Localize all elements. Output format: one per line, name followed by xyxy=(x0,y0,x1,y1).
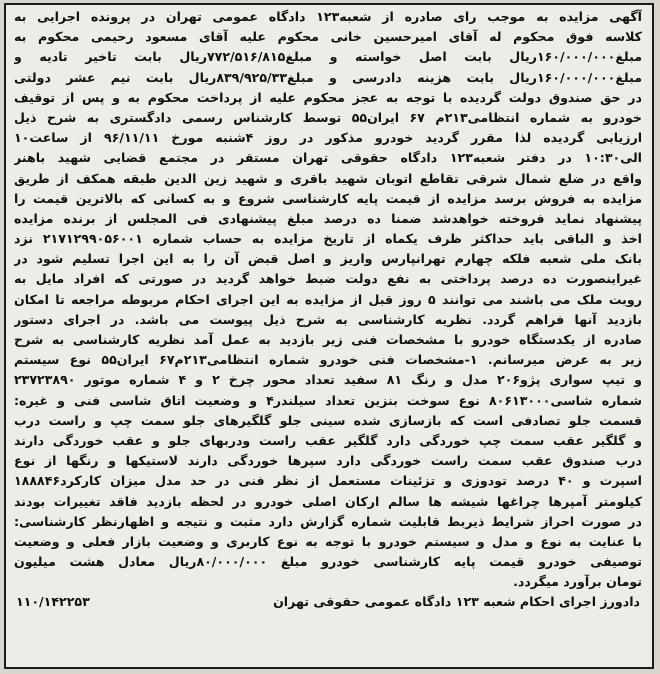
notice-line: قسمت جلو تصادفی است که بازسازی شده سینی جلو گلگیرهای جلو سمت چپ و راست درب xyxy=(14,412,642,428)
notice-line: رویت ملک می باشند می توانند ۵ روز قبل از مزایده به این اجرای احکام مربوطه مراجعه تا امکان xyxy=(14,291,642,307)
notice-line: و تیپ سواری پژو۲۰۶ مدل و رنگ ۸۱ سفید تعداد محور چرخ ۲ و ۴ شماره موتور ۲۳۷۲۳۸۹۰ xyxy=(14,372,642,388)
notice-line: خودرو به شماره انتظامی۲۱۳م ۶۷ ایران۵۵ توسط کارشناس رسمی دادگستری به شرح ذیل xyxy=(14,109,642,125)
notice-line: شماره شاسی۸۰۶۱۳۰۰۰ نوع سوخت بنزین تعداد سیلندر۴ و وضعیت اتاق شاسی فنی و غیره: xyxy=(14,392,642,408)
notice-body xyxy=(14,7,642,592)
notice-line: آگهی مزایده به موجب رای صادره از شعبه۱۲۳ دادگاه عمومی تهران در پرونده اجرایی به xyxy=(14,9,642,24)
auction-notice xyxy=(4,3,654,669)
notice-line: مزایده به فروش برسد مزایده از قیمت پایه کارشناسی شروع و به کسانی که بالاترین قیمت را xyxy=(14,190,642,206)
notice-line: در حق صندوق دولت گردیده با توجه به عجز محکوم علیه از پرداخت محکوم به و پس از توقیف xyxy=(14,89,642,105)
notice-line: درب صندوق عقب سمت راست خوردگی دارد سپرها خوردگی دارند لاستیکها و رنگها از نوع xyxy=(14,453,642,469)
notice-line: اخذ و الباقی باید حداکثر ظرف یکماه از تاریخ مزایده به حساب شماره ۲۱۷۱۲۹۹۰۵۶۰۰۱ نزد xyxy=(14,231,642,247)
notice-line: واقع در ضلع شمال شرقی تقاطع اتوبان شهید باقری و شهید زین الدین طبقه همکف از طریق xyxy=(14,170,642,186)
notice-line: الی۱۰:۳۰ در دفتر شعبه۱۲۳ دادگاه حقوقی تهران مستقر در مجتمع قضایی شهید باهنر xyxy=(14,150,642,166)
notice-line: بانک ملی شعبه فلکه چهارم تهرانپارس واریز و اصل قبض آن را به این اجرا تسلیم شود در xyxy=(14,251,642,267)
notice-line: صادره از یکدستگاه خودرو با مشخصات فنی زیر بازدید به عمل آمد نظریه کارشناسی به شرح xyxy=(14,332,642,347)
notice-line: ارزیابی گردیده لذا مقرر گردید خودرو مذکور در روز ۴شنبه مورخ ۹۶/۱۱/۱۱ از ساعت۱۰ xyxy=(14,130,642,146)
notice-line: توصیفی خودرو قیمت پایه کارشناسی خودرو مبلغ ۸۰/۰۰۰/۰۰۰ریال معادل هشت میلیون xyxy=(14,554,642,570)
notice-line: بازدید آنها فراهم گردد. نظریه کارشناسی به شرح ذیل پیوست می باشد. در اجرای دستور xyxy=(14,311,642,327)
notice-line: مبلغ۱۶۰/۰۰۰/۰۰۰ریال بابت اصل خواسته و مبلغ۷۷۲/۵۱۶/۸۱۵ریال بابت تاخیر تادیه و xyxy=(14,49,642,65)
notice-line: پیشنهاد نماید فروخته خواهدشد ضمنا ده درصد مبلغ پیشنهادی فی المجلس از برنده مزایده xyxy=(14,210,642,226)
signature-line: دادورز اجرای احکام شعبه ۱۲۳ دادگاه عمومی حقوقی تهران xyxy=(273,594,640,610)
notice-line: تومان برآورد میگردد. xyxy=(513,574,642,590)
notice-line: با عنایت به نوع و مدل و سیستم خودرو با توجه به نوع کاربری و وضعیت بازار فعلی و وضعیت xyxy=(14,533,642,549)
notice-line: و گلگیر عقب سمت چپ خوردگی دارد گلگیر عقب راست ودربهای جلو و عقب خوردگی دارند xyxy=(14,432,642,448)
notice-code: ۱۱۰/۱۴۲۲۵۳ xyxy=(16,594,90,610)
notice-line: کیلومتر آمپرها چراغها شیشه ها سالم ارکان اصلی خودرو در لحظه بازدید فاقد تغییرات بودند xyxy=(14,493,642,509)
notice-line: مبلغ۱۶۰/۰۰۰/۰۰۰ریال بابت هزینه دادرسی و مبلغ۸۳۹/۹۲۵/۳۳ریال بابت نیم عشر دولتی xyxy=(14,69,642,85)
notice-footer xyxy=(14,594,642,609)
notice-line: اسپرت و ۴۰ درصد تودوزی و تزئینات مستعمل از نظر فنی در حد مدل میزان کارکرد۱۸۸۸۴۶ xyxy=(14,473,642,489)
notice-line: غیراینصورت ده درصد پرداختی به نفع دولت ضبط خواهد گردید در صورتی که افراد مایل به xyxy=(14,271,642,287)
notice-line: زیر به عرض میرسانم. ۱-مشخصات فنی خودرو شماره انتظامی۲۱۳م۶۷ ایران۵۵ نوع سیستم xyxy=(14,352,642,368)
notice-line: کلاسه فوق محکوم له آقای امیرحسین خانی محکوم علیه آقای مسعود رحیمی محکوم به xyxy=(14,29,642,45)
notice-line: در صورت احراز شرایط ذیربط قابلیت شماره گزارش دارد مثبت و نتیجه و اظهارنظر کارشناسی: xyxy=(14,513,642,529)
